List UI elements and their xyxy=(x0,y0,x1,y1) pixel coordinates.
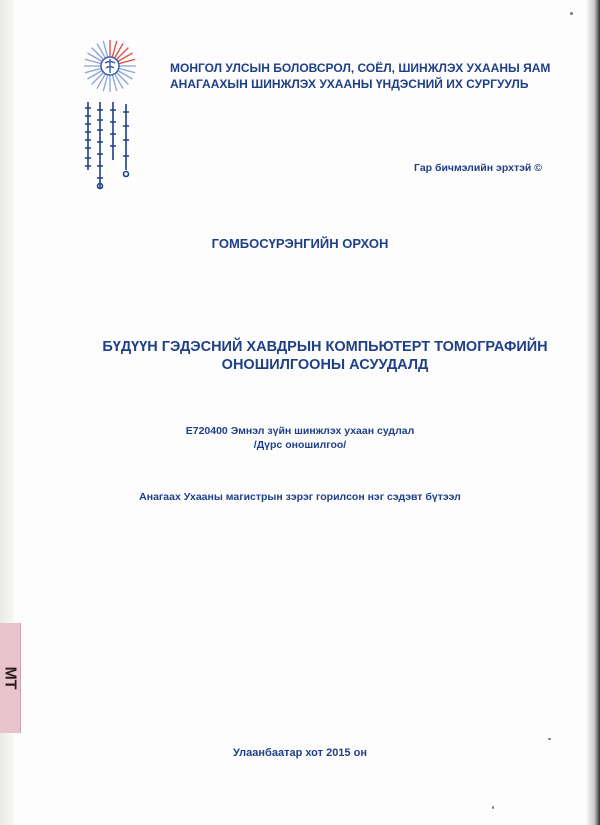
mongolian-script-icon xyxy=(80,100,148,192)
university-emblem-icon xyxy=(82,38,138,94)
ministry-name: МОНГОЛ УЛСЫН БОЛОВСРОЛ, СОЁЛ, ШИНЖЛЭХ УХААНЫ ЯАМ xyxy=(170,61,551,75)
thesis-title-line1: БҮДҮҮН ГЭДЭСНИЙ ХАВДРЫН КОМПЬЮТЕРТ ТОМОГРАФИЙН xyxy=(102,339,548,355)
ministry-header xyxy=(170,60,570,92)
city-year: Улаанбаатар хот 2015 он xyxy=(233,747,367,759)
thesis-title xyxy=(60,338,590,374)
thesis-title-line2: ОНОШИЛГООНЫ АСУУДАЛД xyxy=(221,357,429,373)
degree-statement: Анагаах Ухааны магистрын зэрэг горилсон нэг сэдэвт бүтээл xyxy=(139,491,461,503)
specialty-code xyxy=(0,424,600,452)
copyright-notice: Гар бичмэлийн эрхтэй © xyxy=(414,162,542,174)
scan-speck xyxy=(570,12,573,15)
page-right-edge xyxy=(586,0,600,825)
scan-speck xyxy=(548,738,551,740)
scan-speck xyxy=(492,806,494,809)
specialty-line2: /Дүрс оношилгоо/ xyxy=(253,439,347,451)
specialty-line1: E720400 Эмнэл зүйн шинжлэх ухаан судлал xyxy=(185,425,415,437)
sticker-text: МТ xyxy=(1,666,19,690)
library-sticker xyxy=(0,623,21,733)
author-name: ГОМБОСҮРЭНГИЙН ОРХОН xyxy=(211,236,389,251)
university-name: АНАГААХЫН ШИНЖЛЭХ УХААНЫ ҮНДЭСНИЙ ИХ СУРГУУЛЬ xyxy=(170,77,529,91)
